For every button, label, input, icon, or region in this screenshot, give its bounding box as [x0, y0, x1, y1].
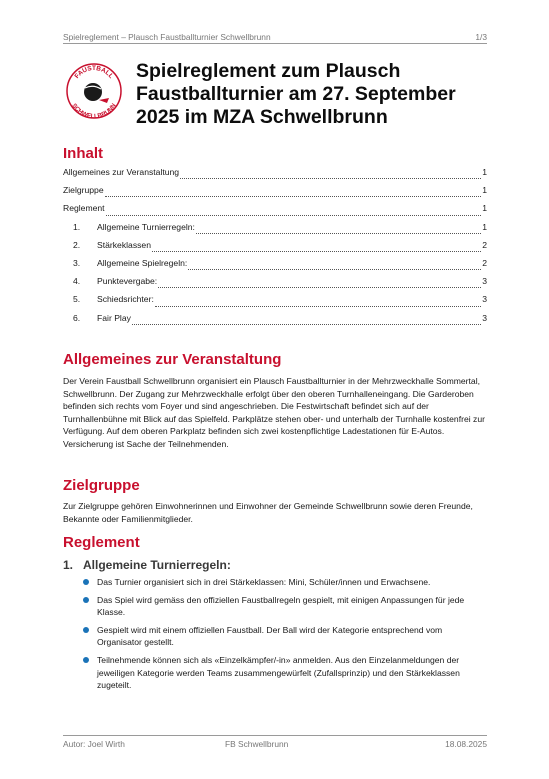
toc-entry[interactable] [63, 258, 487, 276]
toc-leader-dots [158, 287, 481, 288]
toc-leader-dots [152, 251, 481, 252]
bullet-item [63, 654, 489, 692]
running-header [63, 32, 487, 44]
paragraph-veranstaltung: Der Verein Faustball Schwellbrunn organisiert ein Plausch Faustballturnier in der Mehrzweckhalle Sommertal, Schwellbrunn. Der Zugang zur Mehrzweckhalle erfolgt über den oberen Turnhalleneingang. Die Garderoben befinden sich rechts vom Foyer und sind angeschrieben. Die Festwirtschaft befindet sich auf der Turnhallenbühne mit Blick auf das Spielfeld. Parkplätze stehen ober- und unterhalb der Turnhalle kostenfrei zur Verfügung. Auf dem oberen Parkplatz befinden sich zwei kostenpflichtige Ladestationen für E-Autos. Versicherung ist Sache der Teilnehmenden. [63, 376, 485, 449]
toc-entry-page: 1 [482, 185, 487, 196]
faustball-schwellbrunn-logo [63, 60, 125, 122]
toc-leader-dots [105, 196, 482, 197]
page-indicator: 1/3 [475, 32, 487, 42]
toc-entry-label: Stärkeklassen [97, 239, 151, 250]
toc-entry-number: 3. [73, 257, 81, 268]
toc-entry[interactable] [63, 313, 487, 331]
section-heading-veranstaltung: Allgemeines zur Veranstaltung [63, 351, 282, 368]
toc-entry[interactable] [63, 185, 487, 203]
toc-entry[interactable] [63, 203, 487, 221]
toc-entry-label: Allgemeines zur Veranstaltung [63, 167, 180, 177]
toc-entry-label: Fair Play [97, 312, 131, 323]
toc-entry-label: Zielgruppe [63, 185, 104, 196]
toc-entry-number: 4. [73, 276, 81, 287]
logo-text-bottom: SCHWELLBRUNN [70, 102, 118, 121]
toc-leader-dots [180, 178, 481, 179]
toc-entry-page: 1 [482, 221, 487, 232]
toc-leader-dots [132, 324, 481, 325]
subsection-title: Allgemeine Turnierregeln: [83, 558, 231, 572]
bullet-item [63, 594, 489, 619]
toc-leader-dots [188, 269, 481, 270]
document-title: Spielreglement zum Plausch Faustballturnier am 27. September 2025 im MZA Schwellbrunn [136, 60, 456, 128]
toc-entry-number: 1. [73, 221, 81, 232]
footer-author: Autor: Joel Wirth [63, 739, 125, 749]
footer-organization: FB Schwellbrunn [225, 739, 289, 749]
bullet-dot-icon [83, 627, 89, 633]
paragraph-zielgruppe: Zur Zielgruppe gehören Einwohnerinnen und Einwohner der Gemeinde Schwellbrunn sowie deren Freunde, Bekannte oder Familienmitglieder. [63, 501, 473, 524]
bullet-text: Gespielt wird mit einem offiziellen Faustball. Der Ball wird der Kategorie entsprechend vom Organisator gestellt. [97, 624, 443, 648]
bullet-text: Das Spiel wird gemäss den offiziellen Faustballregeln gespielt, mit einigen Anpassungen für jede Klasse. [97, 594, 465, 618]
toc-entry-label: Allgemeine Turnierregeln: [97, 221, 195, 232]
toc-leader-dots [155, 306, 481, 307]
toc-entry-page: 1 [482, 203, 487, 214]
toc-entry-page: 3 [482, 312, 487, 323]
footer-date: 18.08.2025 [445, 739, 487, 749]
toc-entry-page: 1 [482, 167, 487, 177]
toc-entry-number: 5. [73, 294, 81, 305]
toc-entry[interactable] [63, 240, 487, 258]
bullet-dot-icon [83, 579, 89, 585]
toc-entry-page: 2 [482, 239, 487, 250]
toc-entry-label: Punktevergabe: [97, 276, 158, 287]
toc-entry-number: 2. [73, 239, 81, 250]
section-heading-zielgruppe: Zielgruppe [63, 477, 140, 494]
running-header-title: Spielreglement – Plausch Faustballturnier Schwellbrunn [63, 32, 271, 42]
toc-entry[interactable] [63, 276, 487, 294]
toc-entry-page: 2 [482, 257, 487, 268]
toc-heading: Inhalt [63, 145, 103, 162]
toc-entry-label: Reglement [63, 203, 105, 214]
section-heading-reglement: Reglement [63, 534, 140, 551]
bullet-text: Das Turnier organisiert sich in drei Stärkeklassen: Mini, Schüler/innen und Erwachsene. [97, 577, 431, 587]
toc-entry-label: Schiedsrichter: [97, 294, 154, 305]
subsection-heading-turnierregeln [63, 558, 231, 572]
bullet-text: Teilnehmende können sich als «Einzelkämpfer/-in» anmelden. Aus den Einzelanmeldungen der jeweiligen Kategorie werden Teams zusammengewürfelt (Zufallsprinzip) und den Stärkeklassen zugeteilt. [97, 654, 460, 691]
bullet-dot-icon [83, 657, 89, 663]
running-footer [63, 735, 487, 749]
logo-text-top: FAUSTBALL [73, 65, 115, 81]
bullet-item [63, 576, 489, 589]
toc-entry[interactable] [63, 222, 487, 240]
toc-entry-number: 6. [73, 312, 81, 323]
bullet-list-turnierregeln [63, 576, 489, 697]
bullet-dot-icon [83, 597, 89, 603]
table-of-contents [63, 167, 487, 331]
toc-leader-dots [106, 215, 482, 216]
toc-leader-dots [196, 233, 481, 234]
toc-entry[interactable] [63, 167, 487, 185]
toc-entry[interactable] [63, 294, 487, 312]
bullet-item [63, 624, 489, 649]
toc-entry-page: 3 [482, 294, 487, 305]
toc-entry-label: Allgemeine Spielregeln: [97, 257, 188, 268]
subsection-number: 1. [63, 558, 74, 572]
toc-entry-page: 3 [482, 276, 487, 287]
